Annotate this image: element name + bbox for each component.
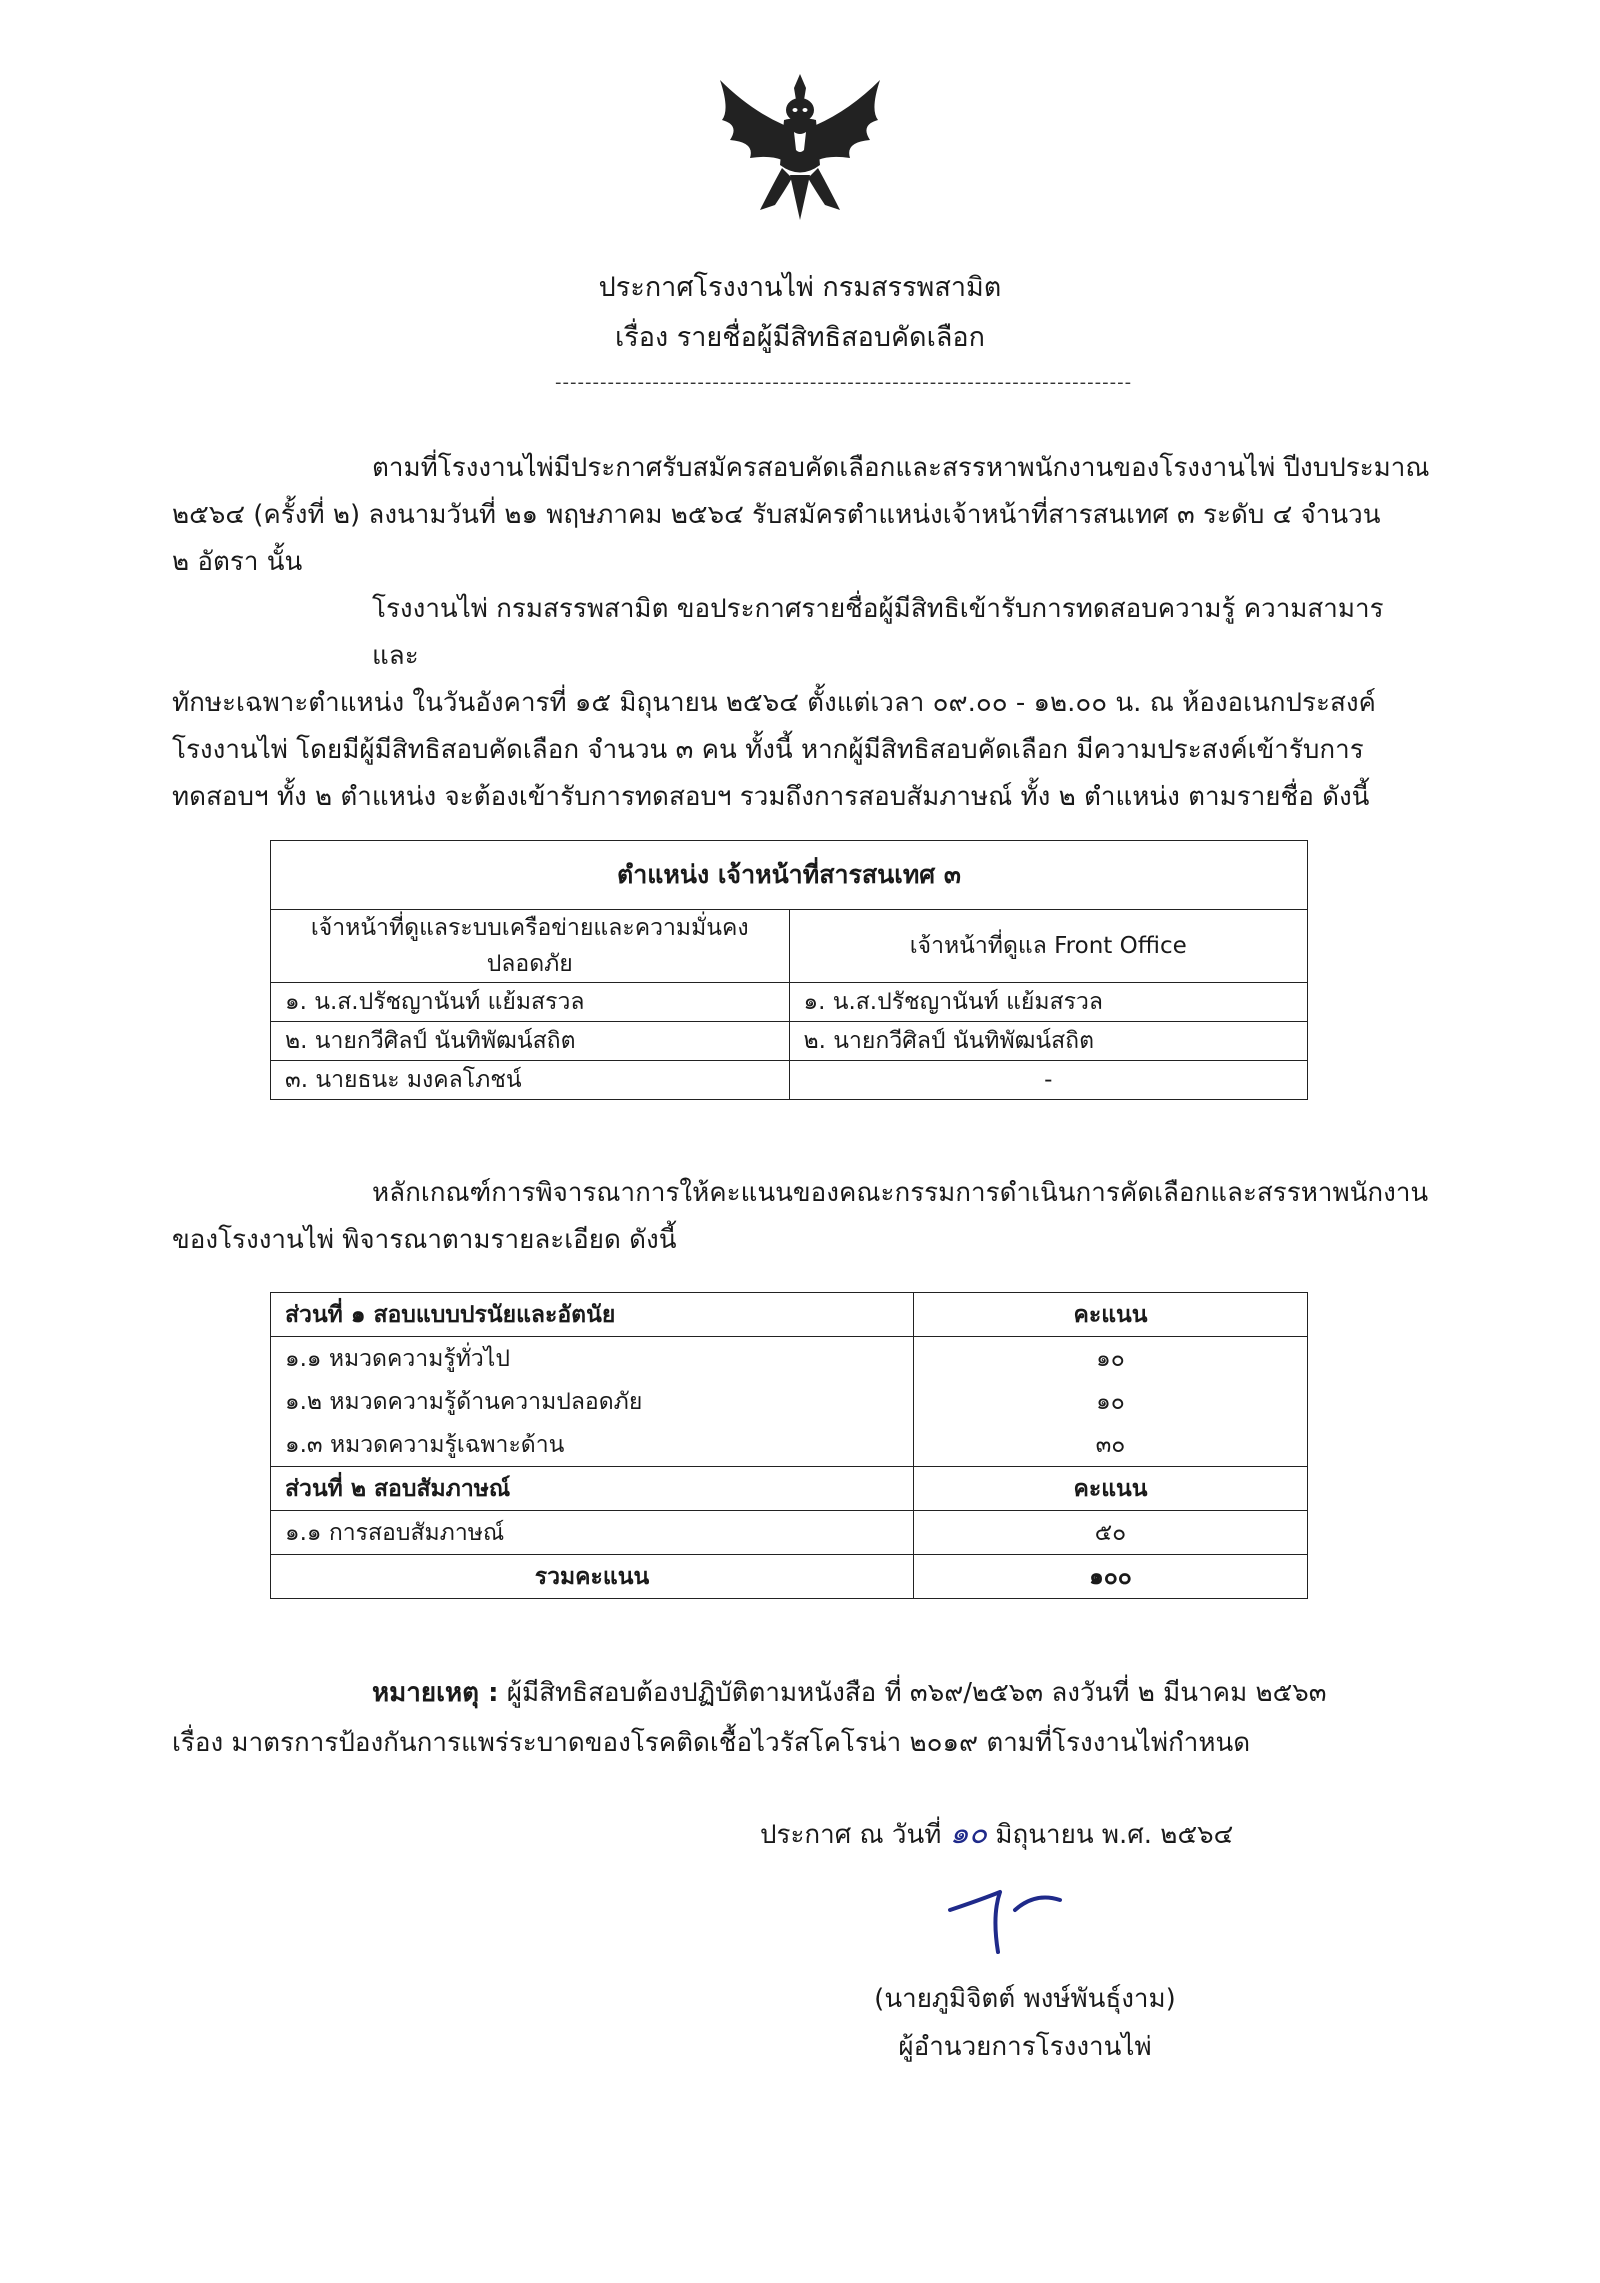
score-table [270,1292,1308,1599]
paragraph-2-line-4: ทดสอบฯ ทั้ง ๒ ตำแหน่ง จะต้องเข้ารับการทดสอบฯ รวมถึงการสอบสัมภาษณ์ ทั้ง ๒ ตำแหน่ง ตามรายชื่อ ดังนี้ [172,782,1370,812]
table-row [271,1423,1308,1467]
candidate-front-office: ๑. น.ส.ปรัชญานันท์ แย้มสรวล [789,983,1308,1022]
signature-icon [940,1880,1090,1960]
signatory-position: ผู้อำนวยการโรงงานไพ่ [898,2032,1152,2062]
intro-paragraphs [172,445,1430,821]
table-row [271,1511,1308,1555]
paragraph-3-line-1: หลักเกณฑ์การพิจารณาการให้คะแนนของคณะกรรมการดำเนินการคัดเลือกและสรรหาพนักงาน [372,1178,1429,1208]
paragraph-1-line-1: ตามที่โรงงานไพ่มีประกาศรับสมัครสอบคัดเลือกและสรรหาพนักงานของโรงงานไพ่ ปีงบประมาณ [372,453,1430,483]
column-header-network: เจ้าหน้าที่ดูแลระบบเครือข่ายและความมั่นคงปลอดภัย [271,910,790,983]
title-separator: ----------------------------------------------------------------------------- [555,372,1133,393]
position-heading: ตำแหน่ง เจ้าหน้าที่สารสนเทศ ๓ [271,841,1308,910]
note-line-1 [172,1668,1430,1718]
candidate-network: ๒. นายกวีศิลป์ นันทิพัฒน์สถิต [271,1022,790,1061]
table-row [271,1555,1308,1599]
criteria-paragraph [172,1170,1430,1264]
signatory-block [760,1975,1290,2071]
candidate-front-office: - [789,1061,1308,1100]
candidate-network: ๓. นายธนะ มงคลโภชน์ [271,1061,790,1100]
paragraph-1-line-2: ๒๕๖๔ (ครั้งที่ ๒) ลงนามวันที่ ๒๑ พฤษภาคม ๒๕๖๔ รับสมัครตำแหน่งเจ้าหน้าที่สารสนเทศ ๓ ระดับ ๔ จำนวน [172,500,1381,530]
announcement-date [760,1810,1320,1857]
part-2-label: ส่วนที่ ๒ สอบสัมภาษณ์ [271,1467,914,1511]
date-suffix: มิถุนายน พ.ศ. ๒๕๖๔ [995,1820,1234,1850]
note-line-2: เรื่อง มาตรการป้องกันการแพร่ระบาดของโรคติดเชื้อไวรัสโคโรน่า ๒๐๑๙ ตามที่โรงงานไพ่กำหนด [172,1728,1251,1758]
table-row [271,1022,1308,1061]
note-text-1: ผู้มีสิทธิสอบต้องปฏิบัติตามหนังสือ ที่ ๓๖๙/๒๕๖๓ ลงวันที่ ๒ มีนาคม ๒๕๖๓ [498,1678,1327,1708]
score-item-value: ๑๐ [913,1380,1307,1423]
date-day-handwritten: ๑๐ [949,1816,988,1851]
table-row [271,1380,1308,1423]
paragraph-2-line-2: ทักษะเฉพาะตำแหน่ง ในวันอังคารที่ ๑๕ มิถุนายน ๒๕๖๔ ตั้งแต่เวลา ๐๙.๐๐ - ๑๒.๐๐ น. ณ ห้องอเนกประสงค์ [172,688,1376,718]
garuda-emblem-icon [700,70,900,230]
score-item-value: ๑๐ [913,1337,1307,1381]
score-item-label: ๑.๑ การสอบสัมภาษณ์ [271,1511,914,1555]
candidate-front-office: ๒. นายกวีศิลป์ นันทิพัฒน์สถิต [789,1022,1308,1061]
paragraph-2-line-3: โรงงานไพ่ โดยมีผู้มีสิทธิสอบคัดเลือก จำนวน ๓ คน ทั้งนี้ หากผู้มีสิทธิสอบคัดเลือก มีความประสงค์เข้ารับการ [172,735,1364,765]
part-1-label: ส่วนที่ ๑ สอบแบบปรนัยและอัตนัย [271,1293,914,1337]
part-2-score-header: คะแนน [913,1467,1307,1511]
table-row [271,1337,1308,1381]
part-1-score-header: คะแนน [913,1293,1307,1337]
table-row [271,1061,1308,1100]
date-prefix: ประกาศ ณ วันที่ [760,1820,942,1850]
announcement-title: ประกาศโรงงานไพ่ กรมสรรพสามิต [598,272,1002,303]
score-item-label: ๑.๑ หมวดความรู้ทั่วไป [271,1337,914,1381]
table-row [271,1293,1308,1337]
total-label: รวมคะแนน [271,1555,914,1599]
note-label: หมายเหตุ : [372,1678,499,1708]
total-score: ๑๐๐ [913,1555,1307,1599]
score-item-value: ๓๐ [913,1423,1307,1467]
table-row [271,1467,1308,1511]
note-block [172,1668,1430,1768]
table-row [271,983,1308,1022]
candidates-table [270,840,1308,1100]
paragraph-1-line-3: ๒ อัตรา นั้น [172,547,303,577]
score-item-value: ๕๐ [913,1511,1307,1555]
paragraph-3-line-2: ของโรงงานไพ่ พิจารณาตามรายละเอียด ดังนี้ [172,1225,677,1255]
signatory-name: (นายภูมิจิตต์ พงษ์พันธุ์งาม) [874,1984,1176,2014]
paragraph-2-line-1: โรงงานไพ่ กรมสรรพสามิต ขอประกาศรายชื่อผู้มีสิทธิเข้ารับการทดสอบความรู้ ความสามารและ [372,594,1384,671]
score-item-label: ๑.๓ หมวดความรู้เฉพาะด้าน [271,1423,914,1467]
announcement-subject: เรื่อง รายชื่อผู้มีสิทธิสอบคัดเลือก [615,322,985,353]
column-header-front-office: เจ้าหน้าที่ดูแล Front Office [789,910,1308,983]
candidate-network: ๑. น.ส.ปรัชญานันท์ แย้มสรวล [271,983,790,1022]
score-item-label: ๑.๒ หมวดความรู้ด้านความปลอดภัย [271,1380,914,1423]
